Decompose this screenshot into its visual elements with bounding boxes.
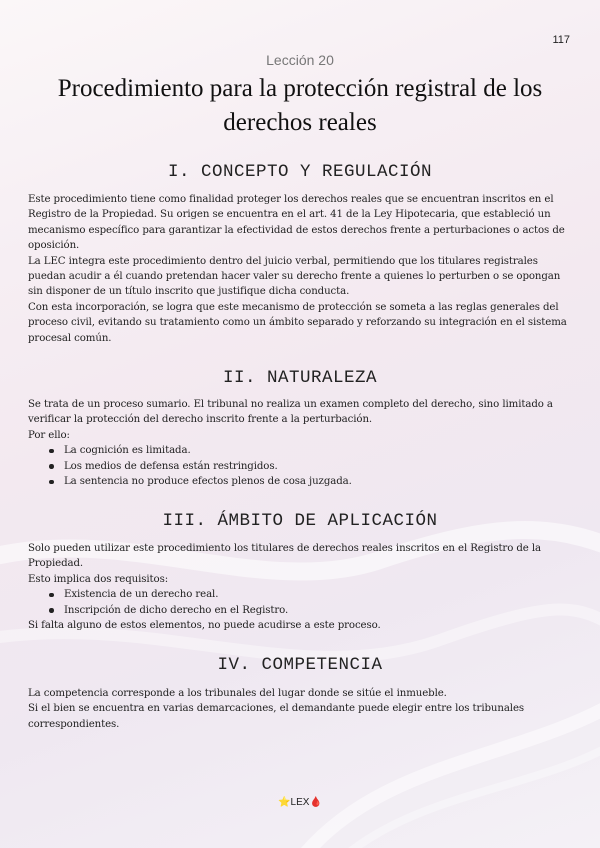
paragraph: Por ello: bbox=[28, 429, 70, 441]
bullet-list bbox=[28, 587, 573, 618]
list-item: Los medios de defensa están restringidos. bbox=[64, 459, 573, 474]
page-title: Procedimiento para la protección registral de los derechos reales bbox=[57, 75, 543, 136]
paragraph: Si el bien se encuentra en varias demarcaciones, el demandante puede elegir entre los tribunales correspondientes. bbox=[28, 703, 525, 730]
section-body-naturaleza bbox=[28, 397, 573, 489]
list-item: La cognición es limitada. bbox=[64, 443, 573, 458]
footer-brand bbox=[0, 797, 600, 808]
paragraph: La competencia corresponde a los tribunales del lugar donde se sitúe el inmueble. bbox=[28, 688, 447, 699]
paragraph: Solo pueden utilizar este procedimiento los titulares de derechos reales inscritos en el Registro de la Propiedad. bbox=[28, 543, 541, 570]
paragraph: La LEC integra este procedimiento dentro del juicio verbal, permitiendo que los titulares registrales puedan acudir a él cuando pretendan hacer valer su derecho frente a quienes lo perturben o se opongan sin disponer de un título inscrito que justifique dicha conducta. bbox=[28, 255, 561, 298]
section-heading-competencia: IV. COMPETENCIA bbox=[217, 655, 383, 675]
section-body-competencia bbox=[28, 686, 573, 732]
paragraph: Si falta alguno de estos elementos, no puede acudirse a este proceso. bbox=[28, 620, 381, 632]
section-heading-ambito: III. ÁMBITO DE APLICACIÓN bbox=[162, 511, 438, 531]
bullet-list bbox=[28, 443, 573, 489]
paragraph: Esto implica dos requisitos: bbox=[28, 573, 169, 585]
section-heading-naturaleza: II. NATURALEZA bbox=[222, 368, 378, 388]
list-item: Existencia de un derecho real. bbox=[64, 587, 573, 602]
paragraph: Este procedimiento tiene como finalidad proteger los derechos reales que se encuentran inscritos en el Registro de la Propiedad. Su origen se encuentra en el art. 41 de la Ley Hipotecaria, que estableció un mecanismo específico para garantizar la efectividad de estos derechos frente a perturbaciones o actos de oposición. bbox=[28, 194, 565, 252]
brand-text: LEX bbox=[290, 797, 310, 808]
paragraph: Se trata de un proceso sumario. El tribunal no realiza un examen completo del derecho, sino limitado a verificar la protección del derecho inscrito frente a la perturbación. bbox=[28, 399, 553, 426]
lesson-label: Lección 20 bbox=[266, 52, 334, 68]
list-item: La sentencia no produce efectos plenos de cosa juzgada. bbox=[64, 474, 573, 489]
paragraph: Con esta incorporación, se logra que este mecanismo de protección se someta a las reglas generales del proceso civil, evitando su tratamiento como un ámbito separado y reforzando su integración en el sistema procesal común. bbox=[28, 301, 567, 344]
blood-drop-icon: 🩸 bbox=[309, 797, 322, 808]
star-icon: ⭐ bbox=[278, 797, 291, 808]
section-body-concepto bbox=[28, 192, 573, 346]
section-body-ambito bbox=[28, 541, 573, 633]
section-heading-concepto: I. CONCEPTO Y REGULACIÓN bbox=[167, 162, 433, 182]
page-number: 117 bbox=[552, 34, 570, 46]
list-item: Inscripción de dicho derecho en el Registro. bbox=[64, 603, 573, 618]
